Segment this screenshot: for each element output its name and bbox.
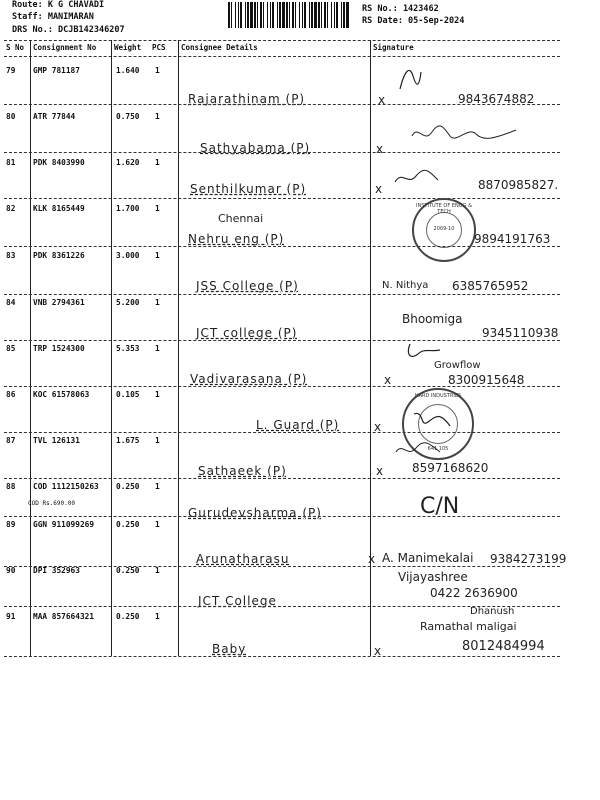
barcode-bar (240, 2, 242, 28)
barcode-bar (260, 2, 262, 28)
barcode-bar (270, 2, 271, 28)
row-divider (4, 152, 560, 153)
barcode-bar (247, 2, 249, 28)
row-pcs: 1 (155, 251, 160, 260)
delivery-mark: x (375, 182, 383, 196)
row-weight: 1.620 (116, 158, 140, 167)
cod-amount: COD Rs.690.00 (28, 500, 75, 507)
row-sno: 90 (6, 566, 16, 575)
barcode-bar (286, 2, 288, 28)
row-consignment: PDK 8403990 (33, 158, 85, 167)
barcode-bar (263, 2, 264, 28)
row-consignee: Senthilkumar (P) (190, 182, 307, 196)
row-consignment: TVL 126131 (33, 436, 80, 445)
row-weight: 3.000 (116, 251, 140, 260)
barcode-bar (299, 2, 300, 28)
barcode-bar (314, 2, 317, 28)
row-weight: 1.700 (116, 204, 140, 213)
barcode-bar (292, 2, 294, 28)
barcode-bar (282, 2, 285, 28)
signature (410, 408, 454, 434)
row-divider (4, 516, 560, 517)
cn-note: C/N (420, 494, 460, 519)
barcode-bar (245, 2, 246, 28)
row-sno: 88 (6, 482, 16, 491)
row-weight: 0.250 (116, 520, 140, 529)
city-note: Chennai (218, 212, 264, 225)
row-divider (4, 294, 560, 295)
stamp-text: HARD INDUSTRIES (414, 393, 462, 399)
barcode-bar (309, 2, 310, 28)
column-divider (178, 40, 179, 656)
delivery-mark: x (376, 464, 384, 478)
row-pcs: 1 (155, 612, 160, 621)
row-consignee: Vadivarasana (P) (190, 372, 308, 386)
row-consignment: KLK 8165449 (33, 204, 85, 213)
barcode-bar (254, 2, 256, 28)
row-divider (4, 104, 560, 105)
row-consignment: PDK 8361226 (33, 251, 85, 260)
col-header-pcs: PCS (152, 43, 166, 52)
barcode-bar (341, 2, 342, 28)
row-pcs: 1 (155, 436, 160, 445)
row-consignee: JSS College (P) (196, 279, 299, 293)
signature (392, 166, 442, 190)
row-pcs: 1 (155, 298, 160, 307)
barcode-bar (321, 2, 322, 28)
col-header-consignee: Consignee Details (181, 43, 258, 52)
col-header-consignment: Consignment No (33, 43, 97, 52)
barcode-bar (304, 2, 306, 28)
barcode (228, 2, 352, 28)
row-consignee: Sathyabama (P) (200, 141, 311, 155)
header-bottom-rule (4, 56, 560, 57)
signature (410, 122, 520, 144)
barcode-bar (331, 2, 332, 28)
signature (404, 340, 444, 362)
rs-date: RS Date: 05-Sep-2024 (362, 16, 465, 26)
row-sno: 82 (6, 204, 16, 213)
barcode-bar (257, 2, 258, 28)
row-divider (4, 198, 560, 199)
row-divider (4, 386, 560, 387)
row-consignment: ATR 77844 (33, 112, 76, 121)
row-consignment: GMP 781187 (33, 66, 80, 75)
barcode-bar (238, 2, 239, 28)
barcode-bar (324, 2, 326, 28)
drs-number: DRS No.: DCJB142346207 (12, 25, 125, 35)
phone-note: 8012484994 (462, 639, 545, 654)
phone-note: 9345110938 (482, 326, 559, 340)
barcode-bar (279, 2, 281, 28)
barcode-bar (336, 2, 338, 28)
col-header-sno: S No (6, 43, 25, 52)
row-pcs: 1 (155, 482, 160, 491)
staff-label: Staff: MANIMARAN (12, 12, 94, 22)
row-sno: 80 (6, 112, 16, 121)
row-sno: 79 (6, 66, 16, 75)
stamp-text: INSTITUTE OF ENGG & TECH (416, 203, 472, 215)
table-top-rule (4, 40, 560, 41)
row-pcs: 1 (155, 112, 160, 121)
phone-note: 8300915648 (448, 373, 525, 387)
stamp-year: 2009-10 (433, 226, 455, 232)
delivery-mark: x (374, 420, 382, 434)
row-weight: 0.250 (116, 482, 140, 491)
row-consignee: Sathaeek (P) (198, 464, 287, 478)
row-sno: 83 (6, 251, 16, 260)
barcode-bar (250, 2, 253, 28)
signature (394, 440, 444, 460)
phone-note: 0422 2636900 (430, 586, 518, 600)
delivery-mark: x (378, 93, 386, 107)
row-pcs: 1 (155, 204, 160, 213)
row-sno: 89 (6, 520, 16, 529)
row-consignee: Nehru eng (P) (188, 232, 285, 246)
delivery-mark: x (384, 373, 392, 387)
barcode-bar (311, 2, 313, 28)
row-consignment: VNB 2794361 (33, 298, 85, 307)
receiver-name: A. Manimekalai (382, 551, 474, 565)
barcode-bar (272, 2, 274, 28)
row-sno: 84 (6, 298, 16, 307)
delivery-mark: x (368, 552, 376, 566)
barcode-bar (231, 2, 232, 28)
phone-note: 9894191763 (474, 232, 551, 246)
row-consignment: COD 1112150263 (33, 482, 99, 491)
barcode-bar (346, 2, 349, 28)
row-weight: 0.750 (116, 112, 140, 121)
row-sno: 81 (6, 158, 16, 167)
row-consignee: JCT college (P) (196, 326, 298, 340)
institution-stamp (412, 198, 476, 262)
row-divider (4, 432, 560, 433)
receiver-name: Vijayashree (398, 570, 468, 584)
barcode-bar (318, 2, 320, 28)
row-sno: 87 (6, 436, 16, 445)
stamp-year: 641 105 (427, 446, 449, 452)
row-divider (4, 478, 560, 479)
barcode-bar (267, 2, 268, 28)
row-weight: 0.250 (116, 612, 140, 621)
row-sno: 86 (6, 390, 16, 399)
row-consignee: JCT College (198, 594, 277, 608)
col-header-weight: Weight (114, 43, 142, 52)
route-label: Route: K G CHAVADI (12, 0, 105, 10)
row-divider (4, 566, 560, 567)
delivery-mark: x (374, 644, 382, 658)
row-consignment: KOC 61578063 (33, 390, 90, 399)
barcode-bar (235, 2, 236, 28)
row-sno: 85 (6, 344, 16, 353)
row-weight: 5.200 (116, 298, 140, 307)
row-consignee: Gurudevsharma (P) (188, 506, 322, 520)
row-consignment: MAA 857664321 (33, 612, 95, 621)
address-note: Ramathal maligai (420, 620, 517, 633)
column-divider (30, 40, 31, 656)
row-pcs: 1 (155, 566, 160, 575)
row-consignment: DPI 352963 (33, 566, 80, 575)
barcode-bar (327, 2, 328, 28)
row-consignee: Arunatharasu (196, 552, 290, 566)
row-divider (4, 246, 560, 247)
phone-note: 9384273199 (490, 552, 567, 566)
row-sno: 91 (6, 612, 16, 621)
company-note: Growflow (434, 360, 481, 371)
phone-note: 8870985827. (478, 178, 559, 192)
row-weight: 1.640 (116, 66, 140, 75)
row-pcs: 1 (155, 390, 160, 399)
barcode-bar (343, 2, 345, 28)
row-consignee: Rajarathinam (P) (188, 92, 306, 106)
receiver-name: Bhoomiga (402, 312, 463, 326)
row-weight: 0.105 (116, 390, 140, 399)
barcode-bar (302, 2, 303, 28)
barcode-bar (295, 2, 296, 28)
row-weight: 5.353 (116, 344, 140, 353)
rs-number: RS No.: 1423462 (362, 4, 439, 14)
row-consignee: L. Guard (P) (256, 418, 340, 432)
receiver-name: N. Nithya (382, 280, 429, 291)
phone-note: 6385765952 (452, 279, 529, 293)
barcode-bar (277, 2, 278, 28)
row-weight: 1.675 (116, 436, 140, 445)
row-pcs: 1 (155, 520, 160, 529)
phone-note: 8597168620 (412, 461, 489, 475)
row-consignee: Baby (212, 642, 247, 656)
row-consignment: TRP 1524300 (33, 344, 85, 353)
row-divider (4, 340, 560, 341)
signature (395, 64, 425, 94)
row-consignment: GGN 911099269 (33, 520, 95, 529)
barcode-bar (289, 2, 290, 28)
column-divider (111, 40, 112, 656)
table-bottom-rule (4, 656, 560, 657)
barcode-bar (334, 2, 335, 28)
col-header-signature: Signature (373, 43, 414, 52)
delivery-mark: x (376, 142, 384, 156)
receiver-name: Dhanush (470, 606, 515, 617)
row-pcs: 1 (155, 344, 160, 353)
barcode-bar (228, 2, 230, 28)
row-weight: 0.250 (116, 566, 140, 575)
phone-note: 9843674882 (458, 92, 535, 106)
row-pcs: 1 (155, 66, 160, 75)
row-pcs: 1 (155, 158, 160, 167)
